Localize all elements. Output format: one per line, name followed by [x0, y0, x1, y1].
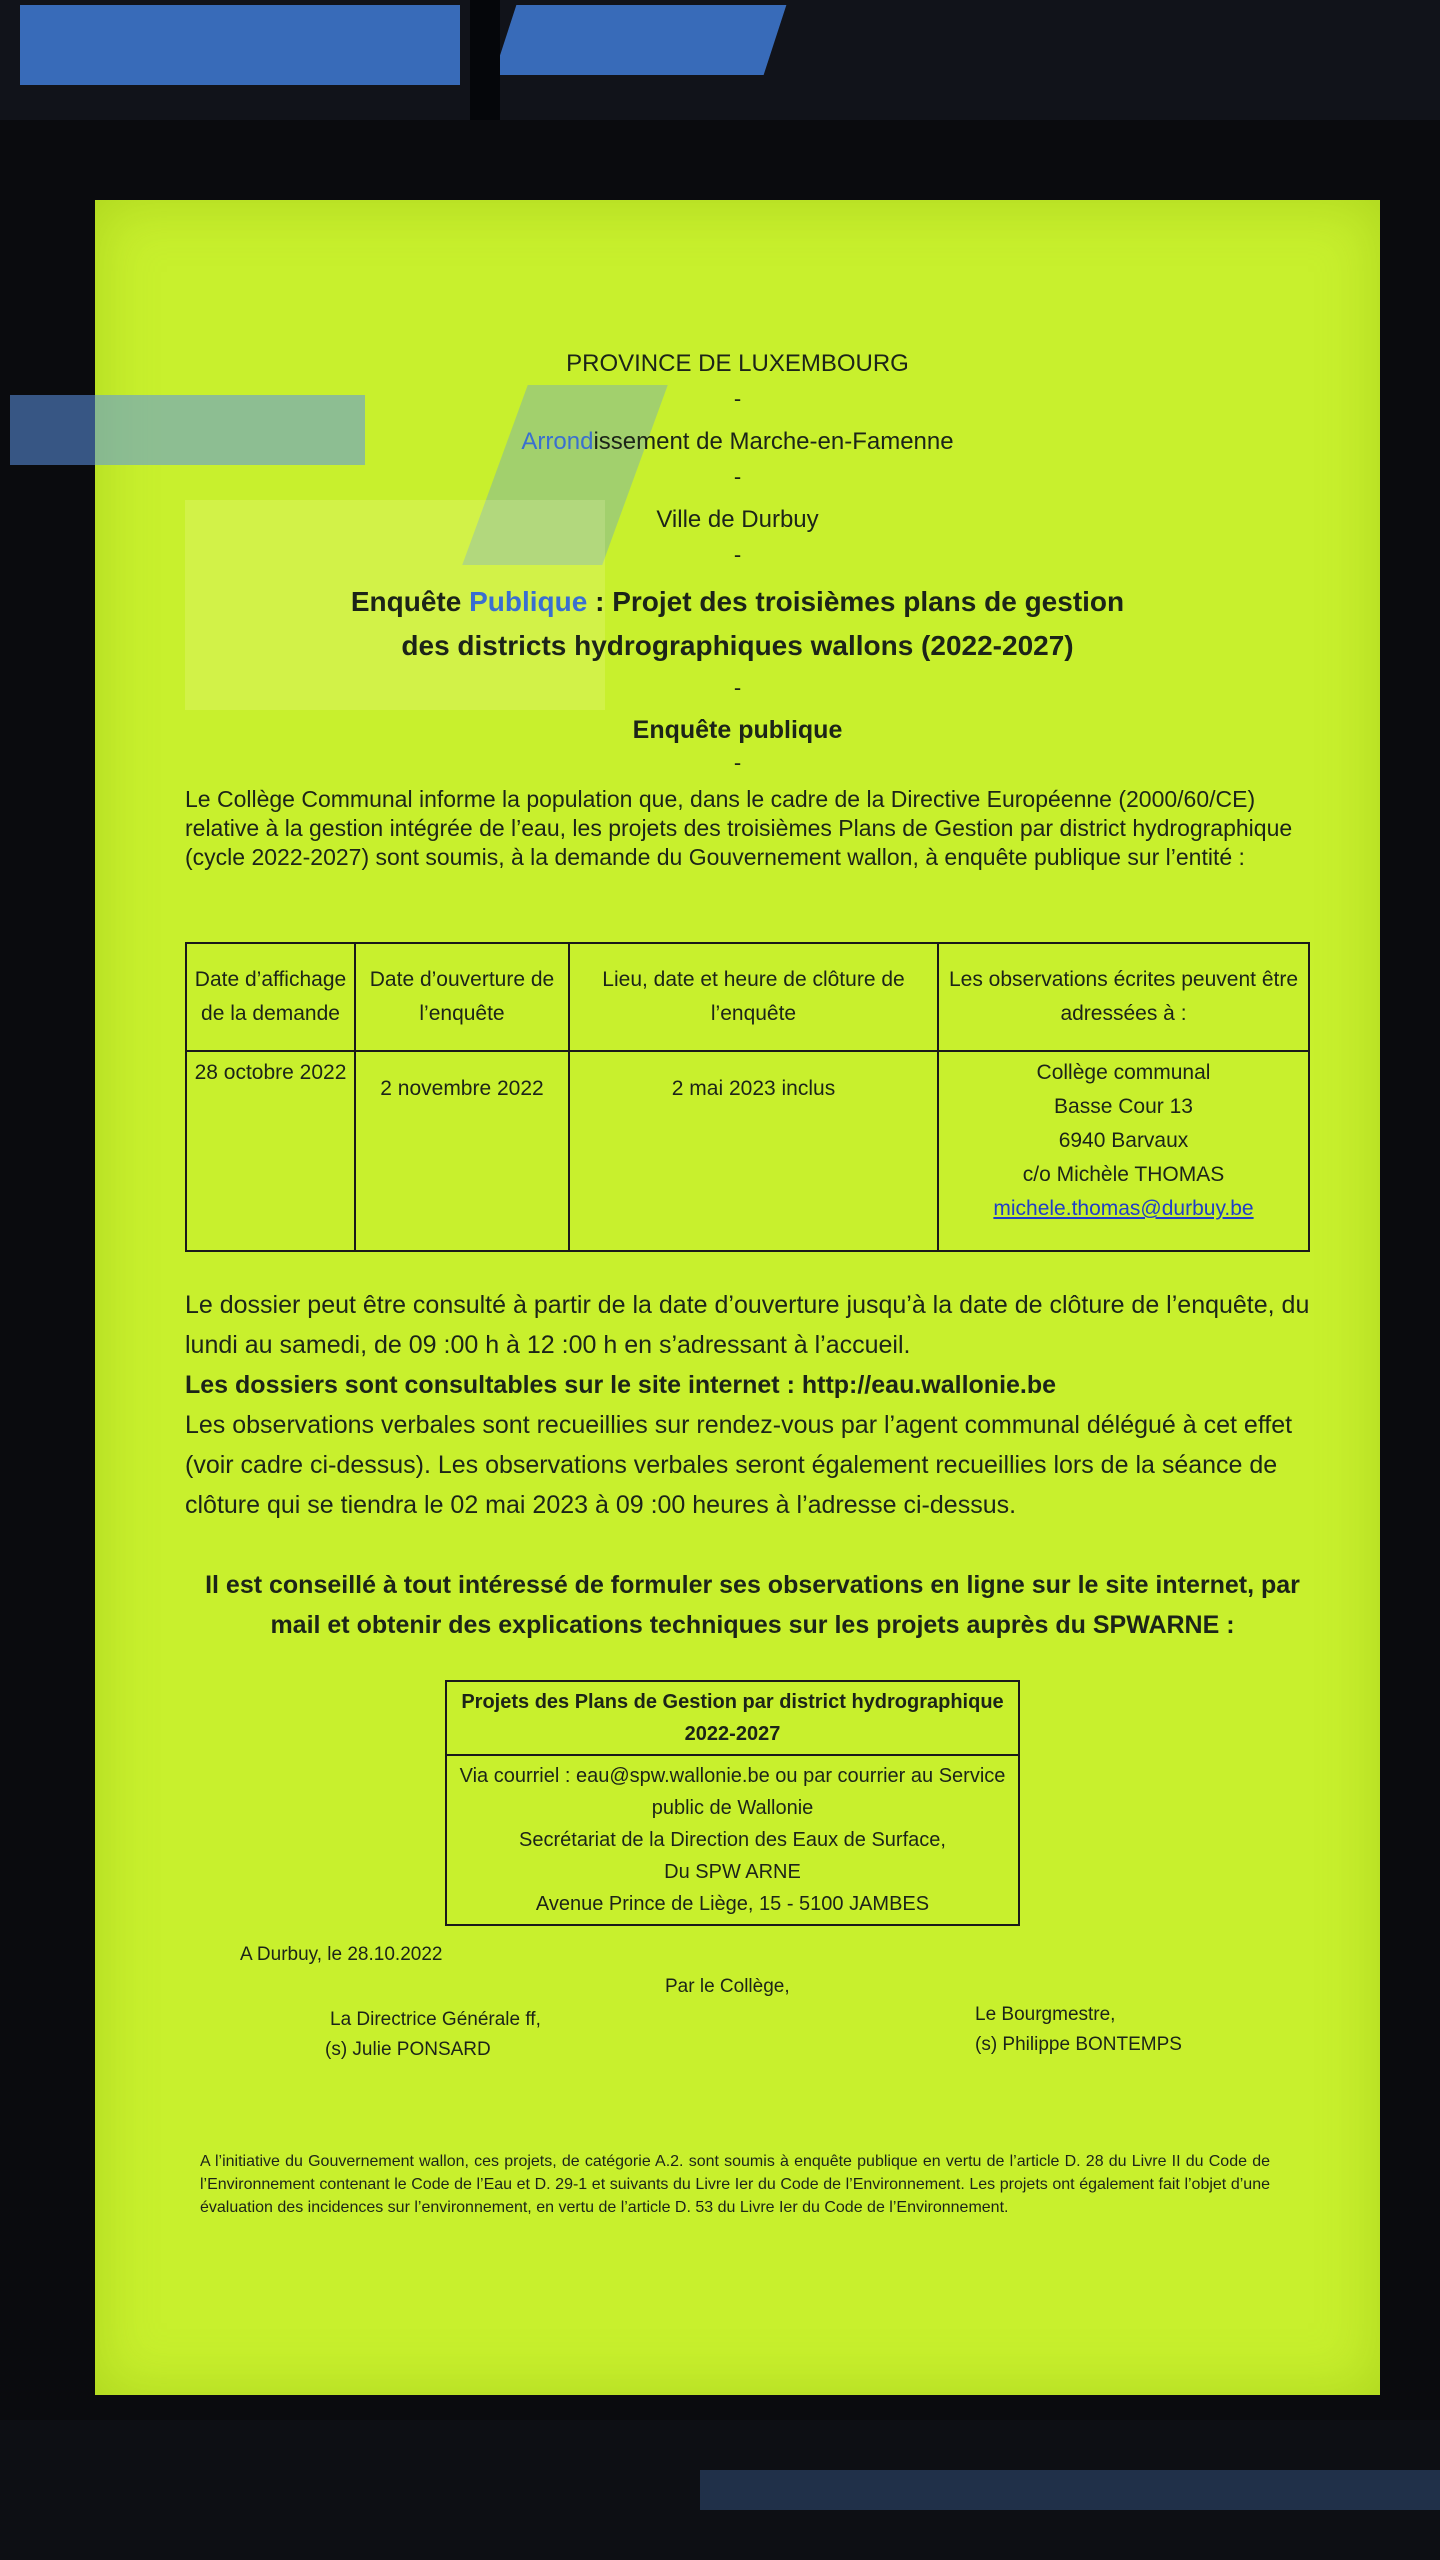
province-heading: PROVINCE DE LUXEMBOURG: [566, 350, 909, 377]
separator: -: [733, 750, 742, 775]
light-reflection: [700, 2470, 1440, 2510]
email-link[interactable]: michele.thomas@durbuy.be: [993, 1197, 1254, 1220]
title-word1: Enquête: [350, 586, 470, 617]
separator: -: [733, 675, 742, 700]
cell-address: [938, 1051, 1309, 1251]
spw-box-body: [446, 1755, 1019, 1925]
address-line: Collège communal: [1036, 1061, 1211, 1084]
spw-line: Avenue Prince de Liège, 15 - 5100 JAMBES: [535, 1893, 930, 1915]
spw-box-head: Projets des Plans de Gestion par district hydrographique 2022-2027: [446, 1681, 1019, 1755]
intro-paragraph: Le Collège Communal informe la population que, dans le cadre de la Directive Européenne (2000/60/CE) relative à la gestion intégrée de l’eau, les projets des troisièmes Plans de Gestion par district hydrographique (cycle 2022-2027) sont soumis, à la demande du Gouvernement wallon, à enquête publique sur l’entité :: [185, 786, 1293, 870]
notice-title: [95, 580, 1380, 668]
left-signatory-title: La Directrice Générale ff,: [330, 2009, 541, 2030]
spw-line: Via courriel : eau@spw.wallonie.be ou par courrier au Service public de Wallonie: [459, 1765, 1006, 1819]
right-signatory-name: (s) Philippe BONTEMPS: [975, 2034, 1182, 2055]
table-row: [186, 1051, 1309, 1251]
ville-heading: Ville de Durbuy: [656, 506, 819, 533]
arrondissement-heading: [95, 428, 1380, 456]
cell-affichage: 28 octobre 2022: [186, 1051, 355, 1251]
title-line2: des districts hydrographiques wallons (2022-2027): [401, 630, 1074, 661]
spw-box: [445, 1680, 1020, 1926]
title-rest: : Projet des troisièmes plans de gestion: [587, 586, 1125, 617]
verbal-observations-paragraph: Les observations verbales sont recueillies sur rendez-vous par l’agent communal délégué à cet effet (voir cadre ci-dessus). Les observations verbales seront également recueillies lors de la séance de clôture qui se tiendra le 02 mai 2023 à 09 :00 heures à l’adresse ci-dessus.: [185, 1411, 1293, 1519]
arrondissement-rest: issement de Marche-en-Famenne: [593, 428, 954, 455]
address-line: Basse Cour 13: [1054, 1095, 1193, 1118]
place-date: A Durbuy, le 28.10.2022: [240, 1944, 443, 1965]
light-reflection: [20, 5, 460, 85]
window-mullion: [470, 0, 500, 120]
left-signatory-name: (s) Julie PONSARD: [325, 2039, 491, 2060]
header-observations: Les observations écrites peuvent être adressées à :: [938, 943, 1309, 1051]
legal-footnote: A l’initiative du Gouvernement wallon, ces projets, de catégorie A.2. sont soumis à enquête publique en vertu de l’article D. 28 du Livre II du Code de l’Environnement contenant le Code de l’Eau et D. 29-1 et suivants du Livre Ier du Code de l’Environnement. Les projets ont également fait l’objet d’une évaluation des incidences sur l’environnement, en vertu de l’article D. 53 du Livre Ier du Code de l’Environnement.: [200, 2153, 1270, 2216]
address-line: 6940 Barvaux: [1058, 1129, 1189, 1152]
par-le-college: Par le Collège,: [665, 1976, 790, 1997]
separator: -: [733, 464, 742, 489]
spw-line: Du SPW ARNE: [664, 1861, 801, 1883]
separator: -: [733, 386, 742, 411]
spw-line: Secrétariat de la Direction des Eaux de Surface,: [519, 1829, 946, 1851]
header-affichage: Date d’affichage de la demande: [186, 943, 355, 1051]
consultation-paragraph: Le dossier peut être consulté à partir de la date d’ouverture jusqu’à la date de clôture de l’enquête, du lundi au samedi, de 09 :00 h à 12 :00 h en s’adressant à l’accueil.: [185, 1291, 1310, 1359]
light-reflection: [494, 5, 787, 75]
public-notice-poster: [95, 200, 1380, 2395]
cell-cloture: 2 mai 2023 inclus: [569, 1051, 938, 1251]
website-paragraph: Les dossiers sont consultables sur le site internet : http://eau.wallonie.be: [185, 1371, 1057, 1399]
address-line: c/o Michèle THOMAS: [1022, 1163, 1225, 1186]
cell-ouverture: 2 novembre 2022: [355, 1051, 569, 1251]
separator: -: [733, 542, 742, 567]
subtitle: Enquête publique: [632, 716, 843, 744]
table-header-row: [186, 943, 1309, 1051]
header-cloture: Lieu, date et heure de clôture de l’enquête: [569, 943, 938, 1051]
enquiry-table: [185, 942, 1310, 1252]
arrondissement-prefix: Arrond: [521, 428, 594, 455]
advice-paragraph: Il est conseillé à tout intéressé de formuler ses observations en ligne sur le site internet, par mail et obtenir des explications techniques sur les projets auprès du SPWARNE :: [205, 1571, 1300, 1639]
right-signatory-title: Le Bourgmestre,: [975, 2004, 1116, 2025]
header-ouverture: Date d’ouverture de l’enquête: [355, 943, 569, 1051]
title-word2: Publique: [469, 586, 588, 617]
